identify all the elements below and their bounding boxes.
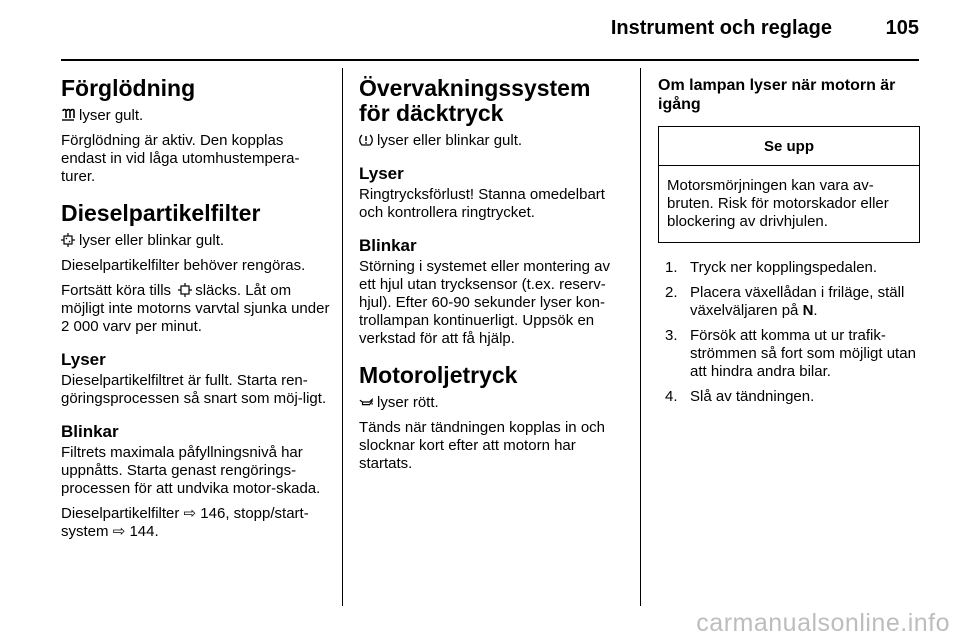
- dpf-subheading-lit: Lyser: [61, 350, 106, 369]
- oil-pressure-lead: lyser rött.: [359, 394, 627, 412]
- column-divider-2: [640, 68, 641, 606]
- page-ref-arrow-icon: ⇨: [112, 523, 126, 540]
- dpf-subheading-flashing: Blinkar: [61, 422, 119, 441]
- dpf-lit-text: Dieselpartikelfiltret är fullt. Starta ren-göringsprocessen så snart som möj-ligt.: [61, 372, 327, 407]
- diesel-particulate-filter-icon: [61, 233, 75, 247]
- dpf-lead: lyser eller blinkar gult.: [61, 232, 331, 250]
- tyre-pressure-icon: [359, 133, 373, 147]
- column-divider-1: [342, 68, 343, 606]
- list-item: 4. Slå av tändningen.: [665, 388, 815, 405]
- page-ref-link[interactable]: 146, stopp/start-system: [61, 505, 309, 540]
- steps-list: [658, 259, 920, 406]
- page-header-title: Instrument och reglage: [610, 17, 832, 39]
- dpf-reference: Dieselpartikelfilter ⇨ 146, stopp/start-system ⇨ 144.: [61, 505, 309, 540]
- list-item: 3. Försök att komma ut ur trafik-strömmen så fort som möjligt utan att hindra andra bilar.: [665, 327, 916, 380]
- column-3: [658, 76, 920, 413]
- caution-text: Motorsmörjningen kan vara av-bruten. Risk för motorskador eller blockering av drivhjulen.: [667, 177, 889, 230]
- watermark: carmanualsonline.info: [696, 609, 950, 637]
- tpms-subheading-flashing: Blinkar: [359, 236, 417, 255]
- glow-plug-icon: [61, 108, 75, 122]
- diesel-particulate-filter-icon: [178, 283, 192, 297]
- tpms-lead: lyser eller blinkar gult.: [359, 132, 627, 150]
- section-heading-tpms: Övervakningssystem för däcktryck: [359, 75, 591, 126]
- preglow-lead: lyser gult.: [61, 107, 331, 125]
- list-item: 1. Tryck ner kopplingspedalen.: [665, 259, 878, 276]
- section-heading-lamp-running: Om lampan lyser när motorn är igång: [658, 77, 896, 113]
- dpf-text-1: Dieselpartikelfilter behöver rengöras.: [61, 257, 306, 274]
- header-rule: [61, 59, 919, 61]
- column-2: [359, 76, 627, 480]
- caution-title: Se upp: [659, 127, 919, 166]
- list-item: 2. Placera växellådan i friläge, ställ växelväljaren på N.: [665, 284, 905, 319]
- page-ref-arrow-icon: ⇨: [183, 505, 197, 522]
- caution-box: [658, 126, 920, 243]
- tpms-subheading-lit: Lyser: [359, 164, 404, 183]
- oil-pressure-text: Tänds när tändningen kopplas in och slocknar kort efter att motorn har startats.: [359, 419, 606, 472]
- section-heading-preglow: Förglödning: [61, 75, 196, 101]
- page-ref-link[interactable]: 144.: [129, 523, 159, 540]
- section-heading-oil-pressure: Motoroljetryck: [359, 362, 518, 388]
- tpms-lit-text: Ringtrycksförlust! Stanna omedelbart och kontrollera ringtrycket.: [359, 186, 605, 221]
- oil-pressure-icon: [359, 395, 373, 409]
- column-1: [61, 76, 331, 548]
- page-number: 105: [885, 17, 919, 39]
- tpms-flashing-text: Störning i systemet eller montering av ett hjul utan trycksensor (t.ex. reserv-hjul). Efter 60-90 sekunder lyser kon-trollampan kontinuerligt. Uppsök en verkstad för att få hjälp.: [359, 258, 610, 347]
- dpf-text-2: Fortsätt köra tills släcks. Låt om möjligt inte motorns varvtal sjunka under 2 000 varv per minut.: [61, 282, 330, 335]
- preglow-text: Förglödning är aktiv. Den kopplas endast in vid låga utomhustempera-turer.: [61, 132, 300, 185]
- section-heading-dpf: Dieselpartikelfilter: [61, 200, 261, 226]
- dpf-flashing-text: Filtrets maximala påfyllningsnivå har uppnåtts. Starta genast rengörings-processen för att undvika motor-skada.: [61, 444, 321, 497]
